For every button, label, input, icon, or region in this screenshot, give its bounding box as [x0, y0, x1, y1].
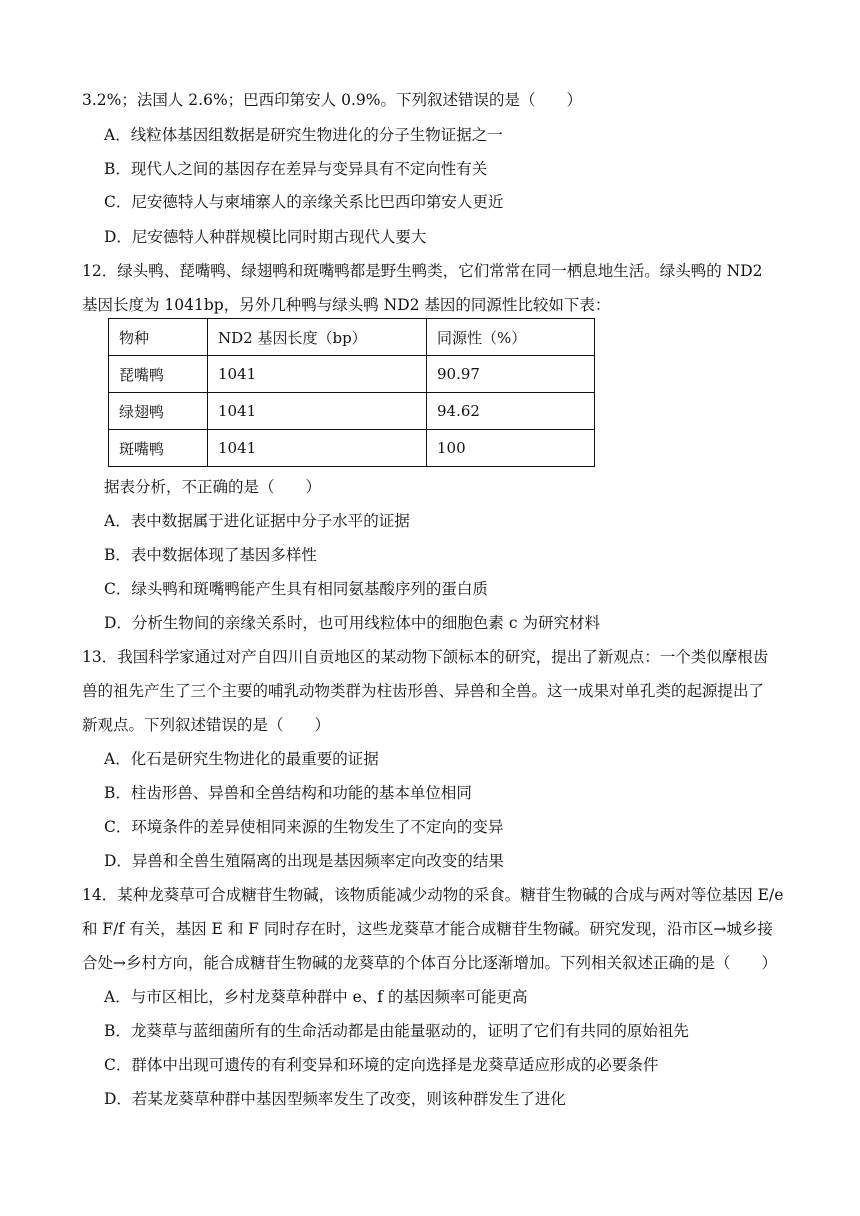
q14-option-b: B．龙葵草与蓝细菌所有的生命活动都是由能量驱动的，证明了它们有共同的原始祖先 [104, 1022, 689, 1040]
q11-option-b: B．现代人之间的基因存在差异与变异具有不定向性有关 [104, 160, 488, 178]
q12-option-b: B．表中数据体现了基因多样性 [104, 546, 317, 564]
q13-option-b: B．柱齿形兽、异兽和全兽结构和功能的基本单位相同 [104, 784, 472, 802]
table-row [109, 356, 595, 393]
table-header-species: 物种 [109, 319, 208, 356]
q11-option-d: D．尼安德特人种群规模比同时期古现代人要大 [104, 228, 427, 246]
table-row [109, 393, 595, 430]
q13-option-c: C．环境条件的差异使相同来源的生物发生了不定向的变异 [104, 818, 504, 836]
q14-option-d: D．若某龙葵草种群中基因型频率发生了改变，则该种群发生了进化 [104, 1090, 566, 1108]
q11-option-c: C．尼安德特人与柬埔寨人的亲缘关系比巴西印第安人更近 [104, 193, 504, 211]
q14-option-a: A．与市区相比，乡村龙葵草种群中 e、f 的基因频率可能更高 [104, 988, 528, 1006]
table-cell-homology: 100 [427, 430, 595, 467]
q12-prompt: 据表分析，不正确的是（ ） [104, 478, 322, 496]
q11-stem-continuation: 3.2%；法国人 2.6%；巴西印第安人 0.9%。下列叙述错误的是（ ） [82, 91, 582, 109]
table-cell-gene-length: 1041 [208, 356, 427, 393]
q13-option-a: A．化石是研究生物进化的最重要的证据 [104, 750, 379, 768]
table-cell-gene-length: 1041 [208, 430, 427, 467]
homology-table [108, 318, 595, 467]
q11-option-a: A．线粒体基因组数据是研究生物进化的分子生物证据之一 [104, 126, 503, 144]
table-cell-homology: 94.62 [427, 393, 595, 430]
q12-option-d: D．分析生物间的亲缘关系时，也可用线粒体中的细胞色素 c 为研究材料 [104, 614, 600, 632]
table-row [109, 430, 595, 467]
q13-stem-line-3: 新观点。下列叙述错误的是（ ） [82, 716, 331, 734]
table-header-homology: 同源性（%） [427, 319, 595, 356]
q14-option-c: C．群体中出现可遗传的有利变异和环境的定向选择是龙葵草适应形成的必要条件 [104, 1056, 659, 1074]
q12-stem-line-1: 12．绿头鸭、琵嘴鸭、绿翅鸭和斑嘴鸭都是野生鸭类，它们常常在同一栖息地生活。绿头鸭的 ND2 [82, 262, 763, 280]
table-cell-gene-length: 1041 [208, 393, 427, 430]
q12-stem-line-2: 基因长度为 1041bp，另外几种鸭与绿头鸭 ND2 基因的同源性比较如下表： [82, 296, 611, 314]
q13-stem-line-1: 13．我国科学家通过对产自四川自贡地区的某动物下颌标本的研究，提出了新观点：一个类似摩根齿 [82, 648, 769, 666]
table-cell-species: 绿翅鸭 [109, 393, 208, 430]
q12-option-c: C．绿头鸭和斑嘴鸭能产生具有相同氨基酸序列的蛋白质 [104, 580, 488, 598]
table-header-gene-length: ND2 基因长度（bp） [208, 319, 427, 356]
table-cell-species: 斑嘴鸭 [109, 430, 208, 467]
q14-stem-line-1: 14．某种龙葵草可合成糖苷生物碱，该物质能减少动物的采食。糖苷生物碱的合成与两对等位基因 E/e [82, 886, 784, 904]
table-cell-species: 琵嘴鸭 [109, 356, 208, 393]
table-cell-homology: 90.97 [427, 356, 595, 393]
q12-option-a: A．表中数据属于进化证据中分子水平的证据 [104, 512, 410, 530]
table-header-row [109, 319, 595, 356]
q14-stem-line-3: 合处→乡村方向，能合成糖苷生物碱的龙葵草的个体百分比逐渐增加。下列相关叙述正确的是（ ） [82, 954, 777, 972]
q13-stem-line-2: 兽的祖先产生了三个主要的哺乳动物类群为柱齿形兽、异兽和全兽。这一成果对单孔类的起源提出了 [82, 682, 765, 700]
q13-option-d: D．异兽和全兽生殖隔离的出现是基因频率定向改变的结果 [104, 852, 504, 870]
q14-stem-line-2: 和 F/f 有关，基因 E 和 F 同时存在时，这些龙葵草才能合成糖苷生物碱。研究发现，沿市区→城乡接 [82, 920, 773, 938]
